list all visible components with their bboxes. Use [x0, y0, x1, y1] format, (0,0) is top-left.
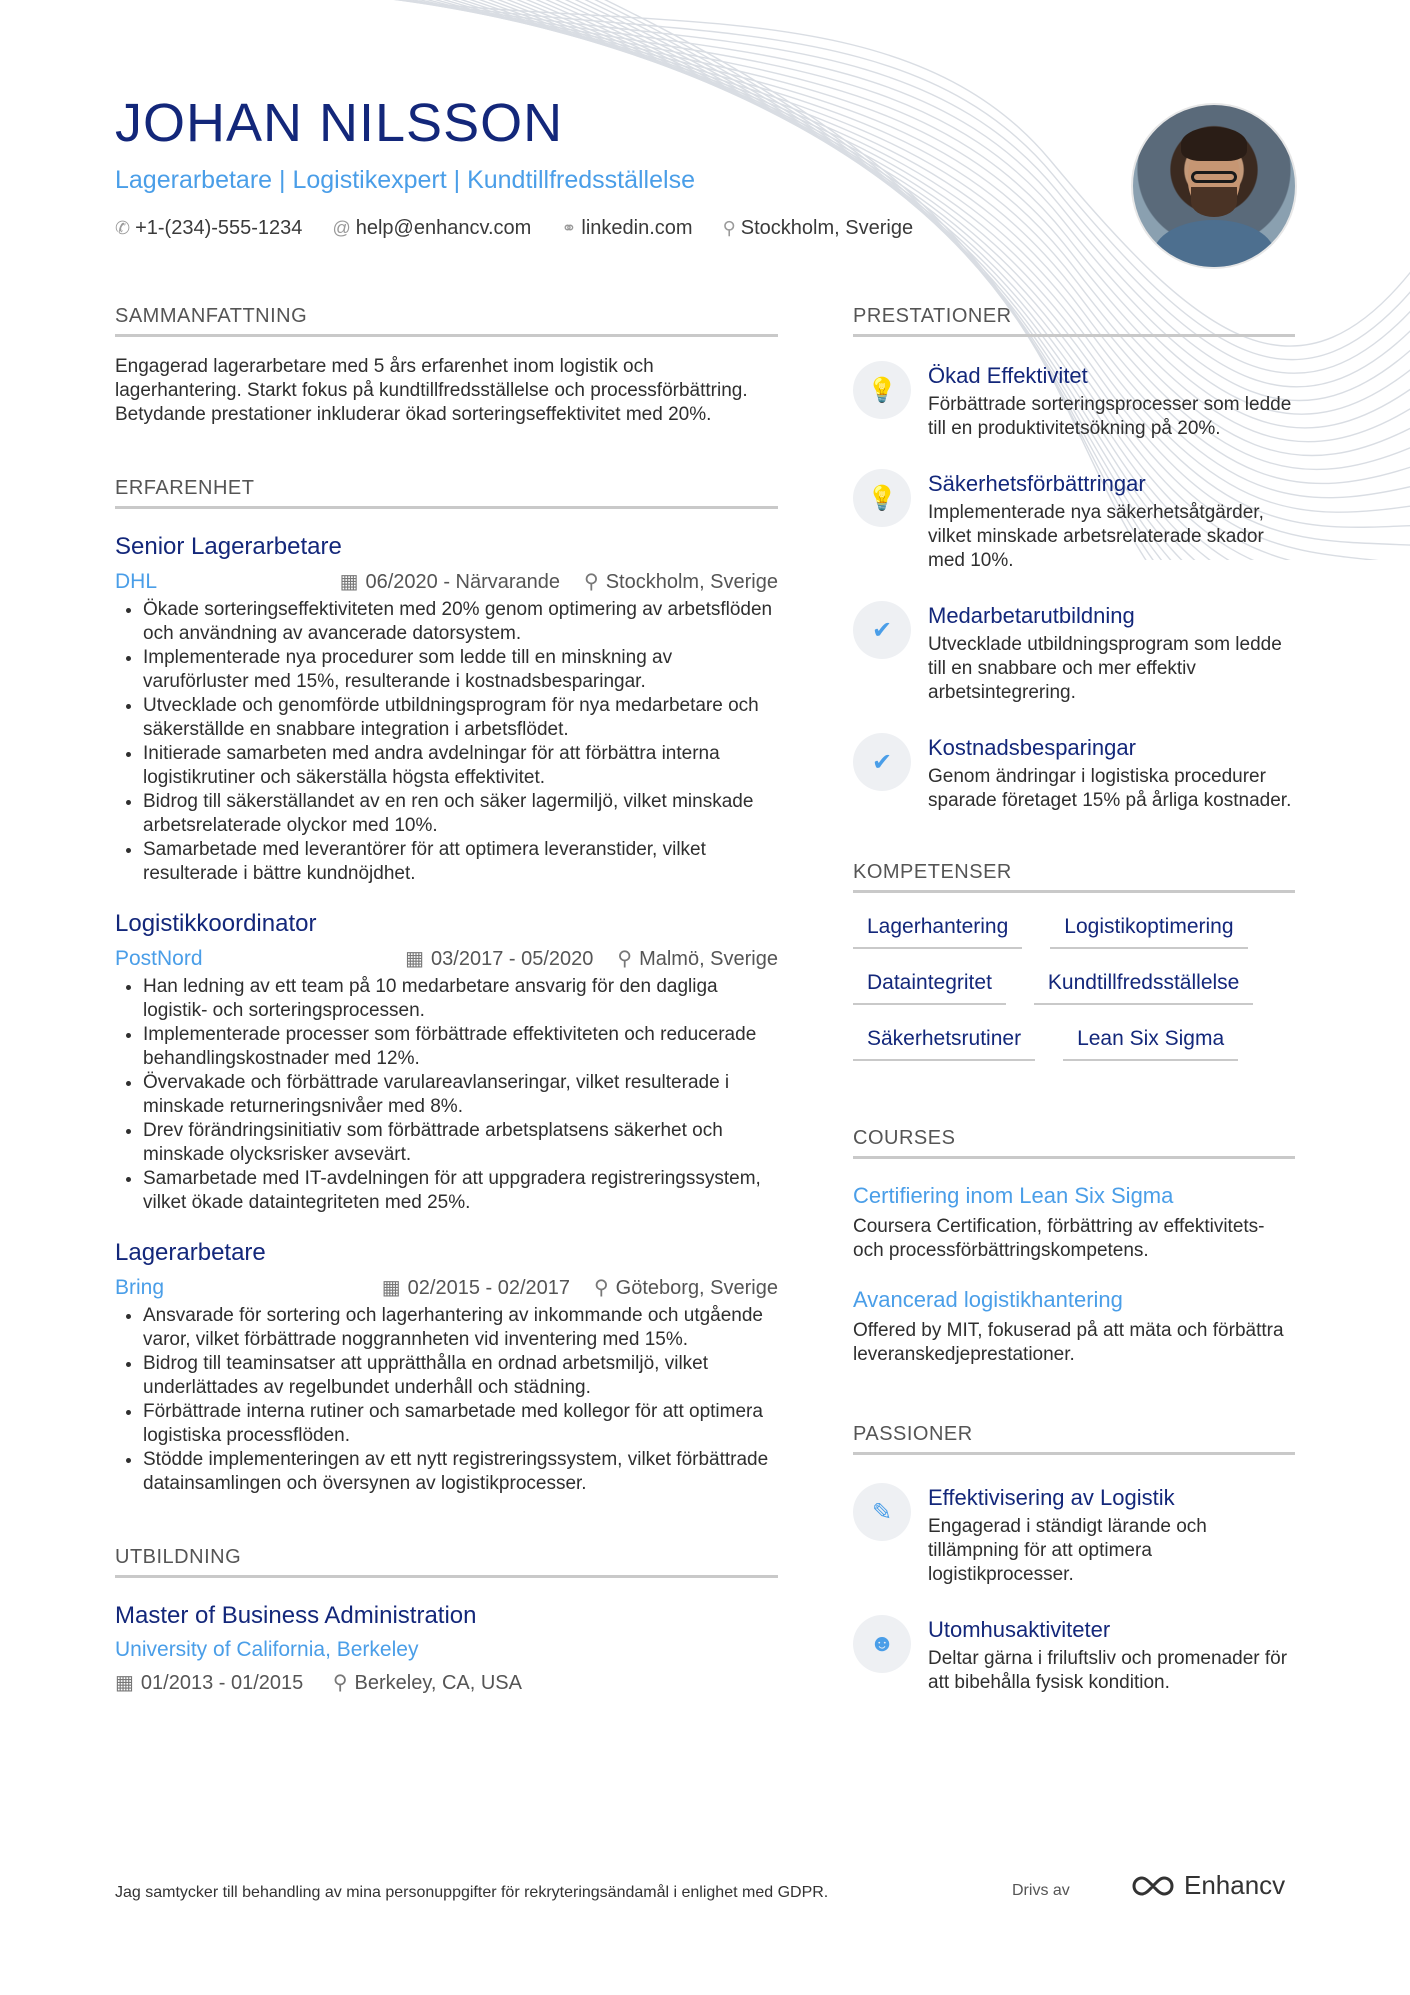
job-location-text: Stockholm, Sverige	[605, 571, 778, 593]
passion-title: Effektivisering av Logistik	[928, 1485, 1175, 1510]
list-item: • Samarbetade med IT-avdelningen för att uppgradera registreringssystem, vilket ökade dataintegriteten med 25%.	[143, 1167, 778, 1215]
achievement-text: Förbättrade sorteringsprocesser som ledde till en produktivitetsökning på 20%.	[928, 394, 1292, 439]
list-item: • Bidrog till teaminsatser att upprätthålla en ordnad arbetsmiljö, vilket underlättades av regelbundet underhåll och städning.	[143, 1352, 778, 1400]
job-location-text: Malmö, Sverige	[639, 948, 778, 970]
lightbulb-icon: 💡	[853, 469, 911, 527]
list-item: • Samarbetade med leverantörer för att optimera leveranstider, vilket resulterade i bättre kundnöjdhet.	[143, 838, 778, 886]
skill-tag: Lagerhantering	[853, 911, 1022, 949]
school-name: University of California, Berkeley	[115, 1638, 419, 1661]
contact-email-text: help@enhancv.com	[355, 217, 532, 239]
section-title-experience: ERFARENHET	[115, 477, 778, 509]
list-item: • Bidrog till säkerställandet av en ren och säker lagermiljö, vilket minskade arbetsrelaterade olyckor med 10%.	[143, 790, 778, 838]
list-item: • Stödde implementeringen av ett nytt registreringssystem, vilket förbättrade datainsamlingen och översynen av logistikprocesser.	[143, 1448, 778, 1496]
course-text: Offered by MIT, fokuserad på att mäta och förbättra leveranskedjeprestationer.	[853, 1320, 1284, 1365]
list-item: • Ökade sorteringseffektiviteten med 20% genom optimering av arbetsflöden och användning av avancerade datorsystem.	[143, 598, 778, 646]
left-column	[115, 305, 778, 1695]
achievement-text: Implementerade nya säkerhetsåtgärder, vilket minskade arbetsrelaterade skador med 10%.	[928, 502, 1264, 571]
contact-location	[723, 217, 913, 240]
achievement-title: Säkerhetsförbättringar	[928, 471, 1146, 496]
skill-list	[853, 911, 1295, 1061]
job-title: Logistikkoordinator	[115, 910, 317, 937]
skill-tag: Logistikoptimering	[1050, 911, 1247, 949]
list-item: • Han ledning av ett team på 10 medarbetare ansvarig för den dagliga logistik- och sorteringsprocessen.	[143, 975, 778, 1023]
achievement-text: Genom ändringar i logistiska procedurer sparade företaget 15% på årliga kostnader.	[928, 766, 1292, 811]
achievement-item	[853, 733, 1295, 813]
phone-icon: ✆	[115, 218, 131, 238]
course-item	[853, 1287, 1295, 1367]
job-location	[584, 569, 778, 594]
job-dates-text: 02/2015 - 02/2017	[407, 1277, 571, 1299]
lightbulb-icon: 💡	[853, 361, 911, 419]
gdpr-consent-text: Jag samtycker till behandling av mina personuppgifter för rekryteringsändamål i enlighet med GDPR.	[115, 1884, 829, 1901]
list-item: • Drev förändringsinitiativ som förbättrade arbetsplatsens säkerhet och minskade olycksrisker avsevärt.	[143, 1119, 778, 1167]
job-entry	[115, 1239, 778, 1496]
contact-list	[115, 217, 1115, 240]
passion-text: Engagerad i ständigt lärande och tillämpning för att optimera logistikprocesser.	[928, 1516, 1207, 1585]
section-title-achievements: PRESTATIONER	[853, 305, 1295, 337]
summary-text: Engagerad lagerarbetare med 5 års erfarenhet inom logistik och lagerhantering. Starkt fokus på kundtillfredsställelse och processförbättring. Betydande prestationer inkluderar ökad sorteringseffektivitet med 20%.	[115, 356, 748, 425]
location-pin-icon: ⚲	[584, 571, 599, 593]
job-dates-text: 03/2017 - 05/2020	[431, 948, 594, 970]
achievement-item	[853, 361, 1295, 441]
job-entry	[115, 910, 778, 1215]
contact-phone[interactable]	[115, 217, 302, 240]
list-item: • Övervakade och förbättrade varulareavlanseringar, vilket resulterade i minskade returneringsnivåer med 8%.	[143, 1071, 778, 1119]
list-item: • Utvecklade och genomförde utbildningsprogram för nya medarbetare och säkerställde en snabbare integration i arbetsflödet.	[143, 694, 778, 742]
course-title: Certifiering inom Lean Six Sigma	[853, 1183, 1174, 1208]
job-dates	[382, 1275, 570, 1300]
education-location: Berkeley, CA, USA	[354, 1672, 522, 1694]
brand-name: Enhancv	[1184, 1870, 1286, 1900]
section-title-skills: KOMPETENSER	[853, 861, 1295, 893]
list-item: • Implementerade processer som förbättrade effektiviteten och reducerade behandlingskostnader med 12%.	[143, 1023, 778, 1071]
job-location-text: Göteborg, Sverige	[615, 1277, 778, 1299]
calendar-icon: ▦	[381, 1277, 401, 1299]
achievement-item	[853, 469, 1295, 573]
list-item: • Implementerade nya procedurer som ledde till en minskning av varuförluster med 15%, resulterande i kostnadsbesparingar.	[143, 646, 778, 694]
job-title: Lagerarbetare	[115, 1239, 266, 1266]
contact-email[interactable]	[332, 217, 531, 240]
job-dates-text: 06/2020 - Närvarande	[365, 571, 561, 593]
contact-phone-text: +1-(234)-555-1234	[135, 217, 303, 239]
achievement-title: Medarbetarutbildning	[928, 603, 1135, 628]
enhancv-logo[interactable]	[1130, 1870, 1285, 1901]
job-location	[594, 1275, 778, 1300]
contact-linkedin[interactable]	[561, 217, 692, 240]
location-pin-icon: ⚲	[332, 1672, 348, 1694]
achievement-text: Utvecklade utbildningsprogram som ledde till en snabbare och mer effektiv arbetsintegrering.	[928, 634, 1282, 703]
skill-tag: Lean Six Sigma	[1063, 1023, 1238, 1061]
passion-item	[853, 1483, 1295, 1587]
magic-wand-icon: ✎	[853, 1483, 911, 1541]
job-location	[617, 946, 778, 971]
location-pin-icon: ⚲	[722, 218, 736, 238]
job-dates	[340, 569, 560, 594]
at-icon: @	[332, 218, 351, 238]
list-item: • Initierade samarbeten med andra avdelningar för att förbättra interna logistikrutiner och säkerställa högsta effektivitet.	[143, 742, 778, 790]
degree-title: Master of Business Administration	[115, 1602, 477, 1629]
job-bullets	[115, 1304, 778, 1496]
contact-linkedin-text: linkedin.com	[581, 217, 693, 239]
link-icon: ⚭	[561, 218, 577, 238]
section-title-passions: PASSIONER	[853, 1423, 1295, 1455]
achievement-title: Ökad Effektivitet	[928, 363, 1088, 388]
passion-title: Utomhusaktiviteter	[928, 1617, 1111, 1642]
calendar-icon: ▦	[339, 571, 359, 593]
powered-by-label: Drivs av	[1012, 1882, 1070, 1899]
course-title: Avancerad logistikhantering	[853, 1287, 1123, 1312]
course-item	[853, 1183, 1295, 1263]
passion-text: Deltar gärna i friluftsliv och promenader för att bibehålla fysisk kondition.	[928, 1648, 1288, 1693]
section-title-education: UTBILDNING	[115, 1546, 778, 1578]
checkmark-icon: ✔	[853, 601, 911, 659]
job-bullets	[115, 598, 778, 886]
calendar-icon: ▦	[405, 948, 425, 970]
resume-header	[115, 93, 1115, 240]
passion-item	[853, 1615, 1295, 1695]
checkmark-icon: ✔	[853, 733, 911, 791]
job-title: Senior Lagerarbetare	[115, 533, 342, 560]
company-name: Bring	[115, 1275, 165, 1299]
avatar	[1131, 103, 1297, 269]
candidate-tagline: Lagerarbetare | Logistikexpert | Kundtillfredsställelse	[115, 166, 695, 194]
list-item: • Ansvarade för sortering och lagerhantering av inkommande och utgående varor, vilket förbättrade noggrannheten vid inventering med 15%.	[143, 1304, 778, 1352]
company-name: PostNord	[115, 946, 203, 970]
candidate-name: JOHAN NILSSON	[115, 93, 564, 153]
head-brain-icon: ☻	[853, 1615, 911, 1673]
education-dates: 01/2013 - 01/2015	[140, 1672, 304, 1694]
job-entry	[115, 533, 778, 886]
skill-tag: Kundtillfredsställelse	[1034, 967, 1253, 1005]
location-pin-icon: ⚲	[617, 948, 633, 970]
skill-tag: Dataintegritet	[853, 967, 1006, 1005]
company-name: DHL	[115, 569, 158, 593]
job-bullets	[115, 975, 778, 1215]
right-column	[853, 305, 1295, 1695]
achievement-title: Kostnadsbesparingar	[928, 735, 1136, 760]
job-dates	[405, 946, 593, 971]
contact-location-text: Stockholm, Sverige	[740, 217, 914, 239]
infinity-logo-icon	[1130, 1873, 1176, 1899]
achievement-item	[853, 601, 1295, 705]
section-title-summary: SAMMANFATTNING	[115, 305, 778, 337]
course-text: Coursera Certification, förbättring av effektivitets- och processförbättringskompetens.	[853, 1216, 1265, 1261]
list-item: • Förbättrade interna rutiner och samarbetade med kollegor för att optimera logistiska processflöden.	[143, 1400, 778, 1448]
location-pin-icon: ⚲	[594, 1277, 609, 1299]
skill-tag: Säkerhetsrutiner	[853, 1023, 1035, 1061]
calendar-icon: ▦	[115, 1672, 134, 1694]
education-meta	[115, 1670, 778, 1695]
section-title-courses: COURSES	[853, 1127, 1295, 1159]
